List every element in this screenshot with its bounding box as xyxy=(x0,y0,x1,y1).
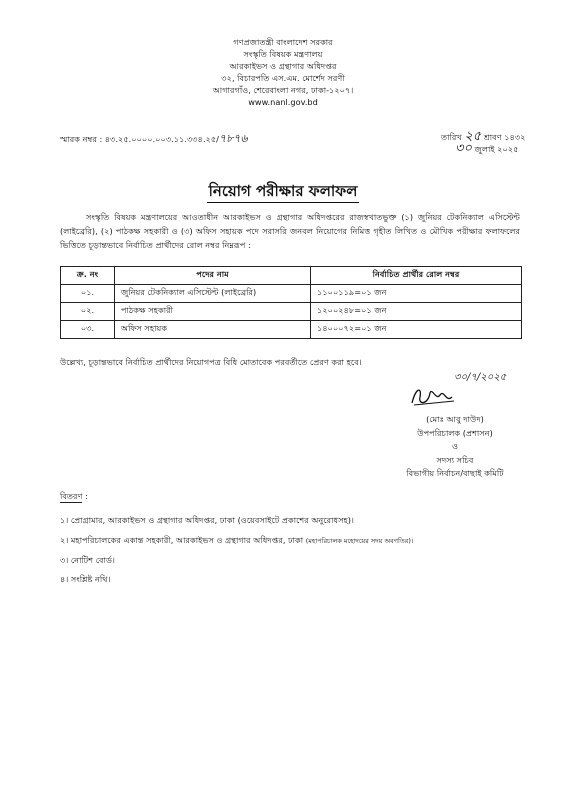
date-bangla-month: শ্রাবণ ১৪৩২ xyxy=(483,132,526,142)
results-table xyxy=(60,266,522,339)
header-line-website: www.nanl.gov.bd xyxy=(248,97,318,107)
cell-serial: ০১. xyxy=(61,285,115,303)
cell-serial: ০৩. xyxy=(61,321,115,339)
col-header-roll: নির্বাচিত প্রার্থীর রোল নম্বর xyxy=(311,267,522,285)
date-block xyxy=(441,131,526,155)
cell-roll: ১৪০০০৭২=০১ জন xyxy=(311,321,522,339)
table-header-row xyxy=(61,267,522,285)
distribution-item: ২। মহাপরিচালকের একান্ত সহকারী, আরকাইভস ও গ্রন্থাগার অধিদপ্তর, ঢাকা (মহাপরিচালক মহোদয়ের সদয় অবগতির)। xyxy=(60,535,414,545)
signatory-committee: বিভাগীয় নির্বাচন/বাছাই কমিটি xyxy=(406,468,504,478)
office-header xyxy=(0,36,566,108)
table-row xyxy=(61,285,522,303)
body-paragraph: সংস্কৃতি বিষয়ক মন্ত্রণালয়ের আওতাধীন আরকাইভস ও গ্রন্থাগার অধিদপ্তরের রাজস্বখাতভুক্ত (১) জুনিয়র টেকনিক্যাল এসিস্টেন্ট (লাইব্রেরি), (২) পাঠকক্ষ সহকারী ও (৩) অফিস সহায়ক পদে সরাসরি জনবল নিয়োগের নিমিত্ত গৃহীত লিখিত ও মৌখিক পরীক্ষার ফলাফলের ভিত্তিতে চূড়ান্তভাবে নির্বাচিত প্রার্থীদের রোল নম্বর নিম্নরূপ : xyxy=(60,212,520,250)
signatory-block xyxy=(400,413,510,481)
header-line-city: আগারগাঁও, শেরেবাংলা নগর, ঢাকা-১২০৭। xyxy=(212,85,354,95)
distribution-heading: বিতরণ : xyxy=(60,491,88,501)
signatory-name: (মোঃ আবু দাউদ) xyxy=(426,414,484,424)
distribution-item: ৪। সংশ্লিষ্ট নথি। xyxy=(60,574,111,584)
signatory-conjunction: ও xyxy=(451,441,459,451)
date-bangla-day: ২৫ xyxy=(464,129,482,144)
col-header-post: পদের নাম xyxy=(115,267,311,285)
signature-mark xyxy=(408,383,488,412)
date-en-day: ৩০ xyxy=(455,141,472,156)
header-line-address: ৩২, বিচারপতি এস.এম. মোর্শেদ সরণী xyxy=(221,73,345,83)
header-line-ministry: সংস্কৃতি বিষয়ক মন্ত্রণালয় xyxy=(243,49,323,59)
cell-post: পাঠকক্ষ সহকারী xyxy=(115,303,311,321)
notice-title xyxy=(0,180,566,205)
memo-label: স্মারক নম্বর : ৪৩.২৫.০০০০.০০৩.১১.৩৩৪.২৫/ xyxy=(60,134,219,144)
distribution-underline xyxy=(60,502,82,503)
col-header-serial: ক্র. নং xyxy=(61,267,115,285)
memo-number xyxy=(60,133,248,145)
distribution-item: ৩। নোটিশ বোর্ড। xyxy=(60,555,115,565)
signature-scribble-icon xyxy=(408,383,488,409)
date-en-month: জুলাই ২০২৫ xyxy=(474,144,519,154)
notice-title-text: নিয়োগ পরীক্ষার ফলাফল xyxy=(207,182,360,203)
date-label: তারিখ xyxy=(441,132,462,142)
cell-roll: ১১০০১১৯=০১ জন xyxy=(311,285,522,303)
cell-post: অফিস সহায়ক xyxy=(115,321,311,339)
distribution-item: ১। প্রোগ্রামার, আরকাইভস ও গ্রন্থাগার অধিদপ্তর, ঢাকা (ওয়েবসাইটে প্রকাশের অনুরোধসহ)। xyxy=(60,515,354,525)
note-text: উল্লেখ্য, চূড়ান্তভাবে নির্বাচিত প্রার্থীদের নিয়োগপত্র বিধি মোতাবেক পরবর্তীতে প্রেরণ করা হবে। xyxy=(60,357,362,367)
header-line-government: গণপ্রজাতন্ত্রী বাংলাদেশ সরকার xyxy=(233,37,333,47)
table-row xyxy=(61,303,522,321)
signatory-designation: উপপরিচালক (প্রশাসন) xyxy=(417,427,493,438)
cell-serial: ০২. xyxy=(61,303,115,321)
memo-handwritten-number: ৭৮৭৬ xyxy=(218,132,248,145)
cell-roll: ১২০০২৪৮=০১ জন xyxy=(311,303,522,321)
header-line-department: আরকাইভস ও গ্রন্থাগার অধিদপ্তর xyxy=(229,61,337,71)
signatory-role: সদস্য সচিব xyxy=(436,454,474,465)
signature-handwritten-date: ৩০/৭/২০২৫ xyxy=(454,372,507,383)
table-row xyxy=(61,321,522,339)
cell-post: জুনিয়র টেকনিক্যাল এসিস্টেন্ট (লাইব্রেরি) xyxy=(115,285,311,303)
